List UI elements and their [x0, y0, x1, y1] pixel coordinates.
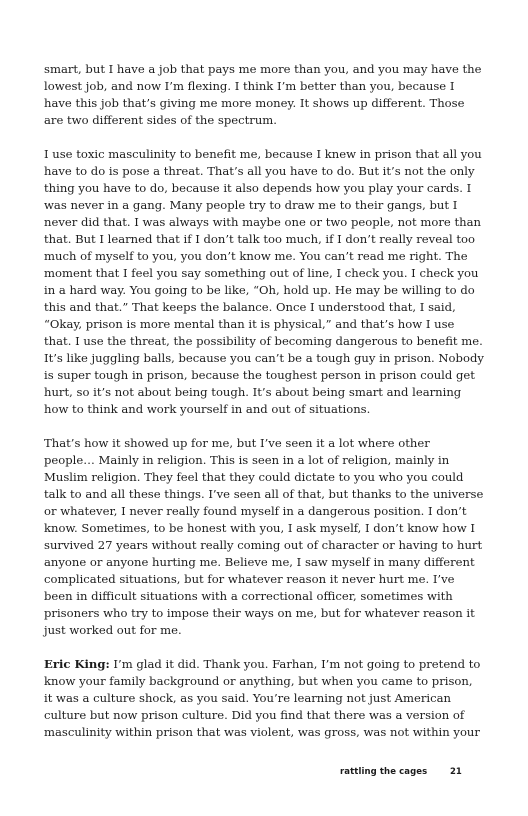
paragraph-4 [44, 656, 484, 741]
publication-title: rattling the cages [340, 767, 428, 777]
page-number: 21 [450, 767, 462, 777]
paragraph-1 [44, 61, 484, 129]
paragraph-3 [44, 435, 484, 639]
paragraph-text: smart, but I have a job that pays me more than you, and you may have the lowest job, and now I’m flexing. I think I’m better than you, because I have this job that’s giving me more money. It shows up different. Those are two different sides of the spectrum. [44, 62, 482, 127]
speaker-label: Eric King: [44, 657, 110, 671]
paragraph-2 [44, 146, 484, 418]
paragraph-text: I’m glad it did. Thank you. Farhan, I’m not going to pretend to know your family background or anything, but when you came to prison, it was a culture shock, as you said. You’re learning not just American culture but now prison culture. Did you find that there was a version of masculinity within prison that was violent, was gross, was not within your [44, 657, 481, 739]
paragraph-text: I use toxic masculinity to benefit me, because I knew in prison that all you have to do is pose a threat. That’s all you have to do. But it’s not the only thing you have to do, because it also depends how you play your cards. I was never in a gang. Many people try to draw me to their gangs, but I never did that. I was always with maybe one or two people, not more than that. But I learned that if I don’t talk too much, if I don’t really reveal too much of myself to you, you don’t know me. You can’t read me right. The moment that I feel you say something out of line, I check you. I check you in a hard way. You going to be like, “Oh, hold up. He may be willing to do this and that.” That keeps the balance. Once I understood that, I said, “Okay, prison is more mental than it is physical,” and that’s how I use that. I use the threat, the possibility of becoming dangerous to benefit me. It’s like juggling balls, because you can’t be a tough guy in prison. Nobody is super tough in prison, because the toughest person in prison could get hurt, so it’s not about being tough. It’s about being smart and learning how to think and work yourself in and out of situations. [44, 147, 484, 416]
paragraph-text: That’s how it showed up for me, but I’ve seen it a lot where other people… Mainly in religion. This is seen in a lot of religion, mainly in Muslim religion. They feel that they could dictate to you who you could talk to and all these things. I’ve seen all of that, but thanks to the universe or whatever, I never really found myself in a dangerous position. I don’t know. Sometimes, to be honest with you, I ask myself, I don’t know how I survived 27 years without really coming out of character or having to hurt anyone or anyone hurting me. Believe me, I saw myself in many different complicated situations, but for whatever reason it never hurt me. I’ve been in difficult situations with a correctional officer, sometimes with prisoners who try to impose their ways on me, but for whatever reason it just worked out for me. [44, 436, 484, 637]
document-body [44, 61, 484, 758]
